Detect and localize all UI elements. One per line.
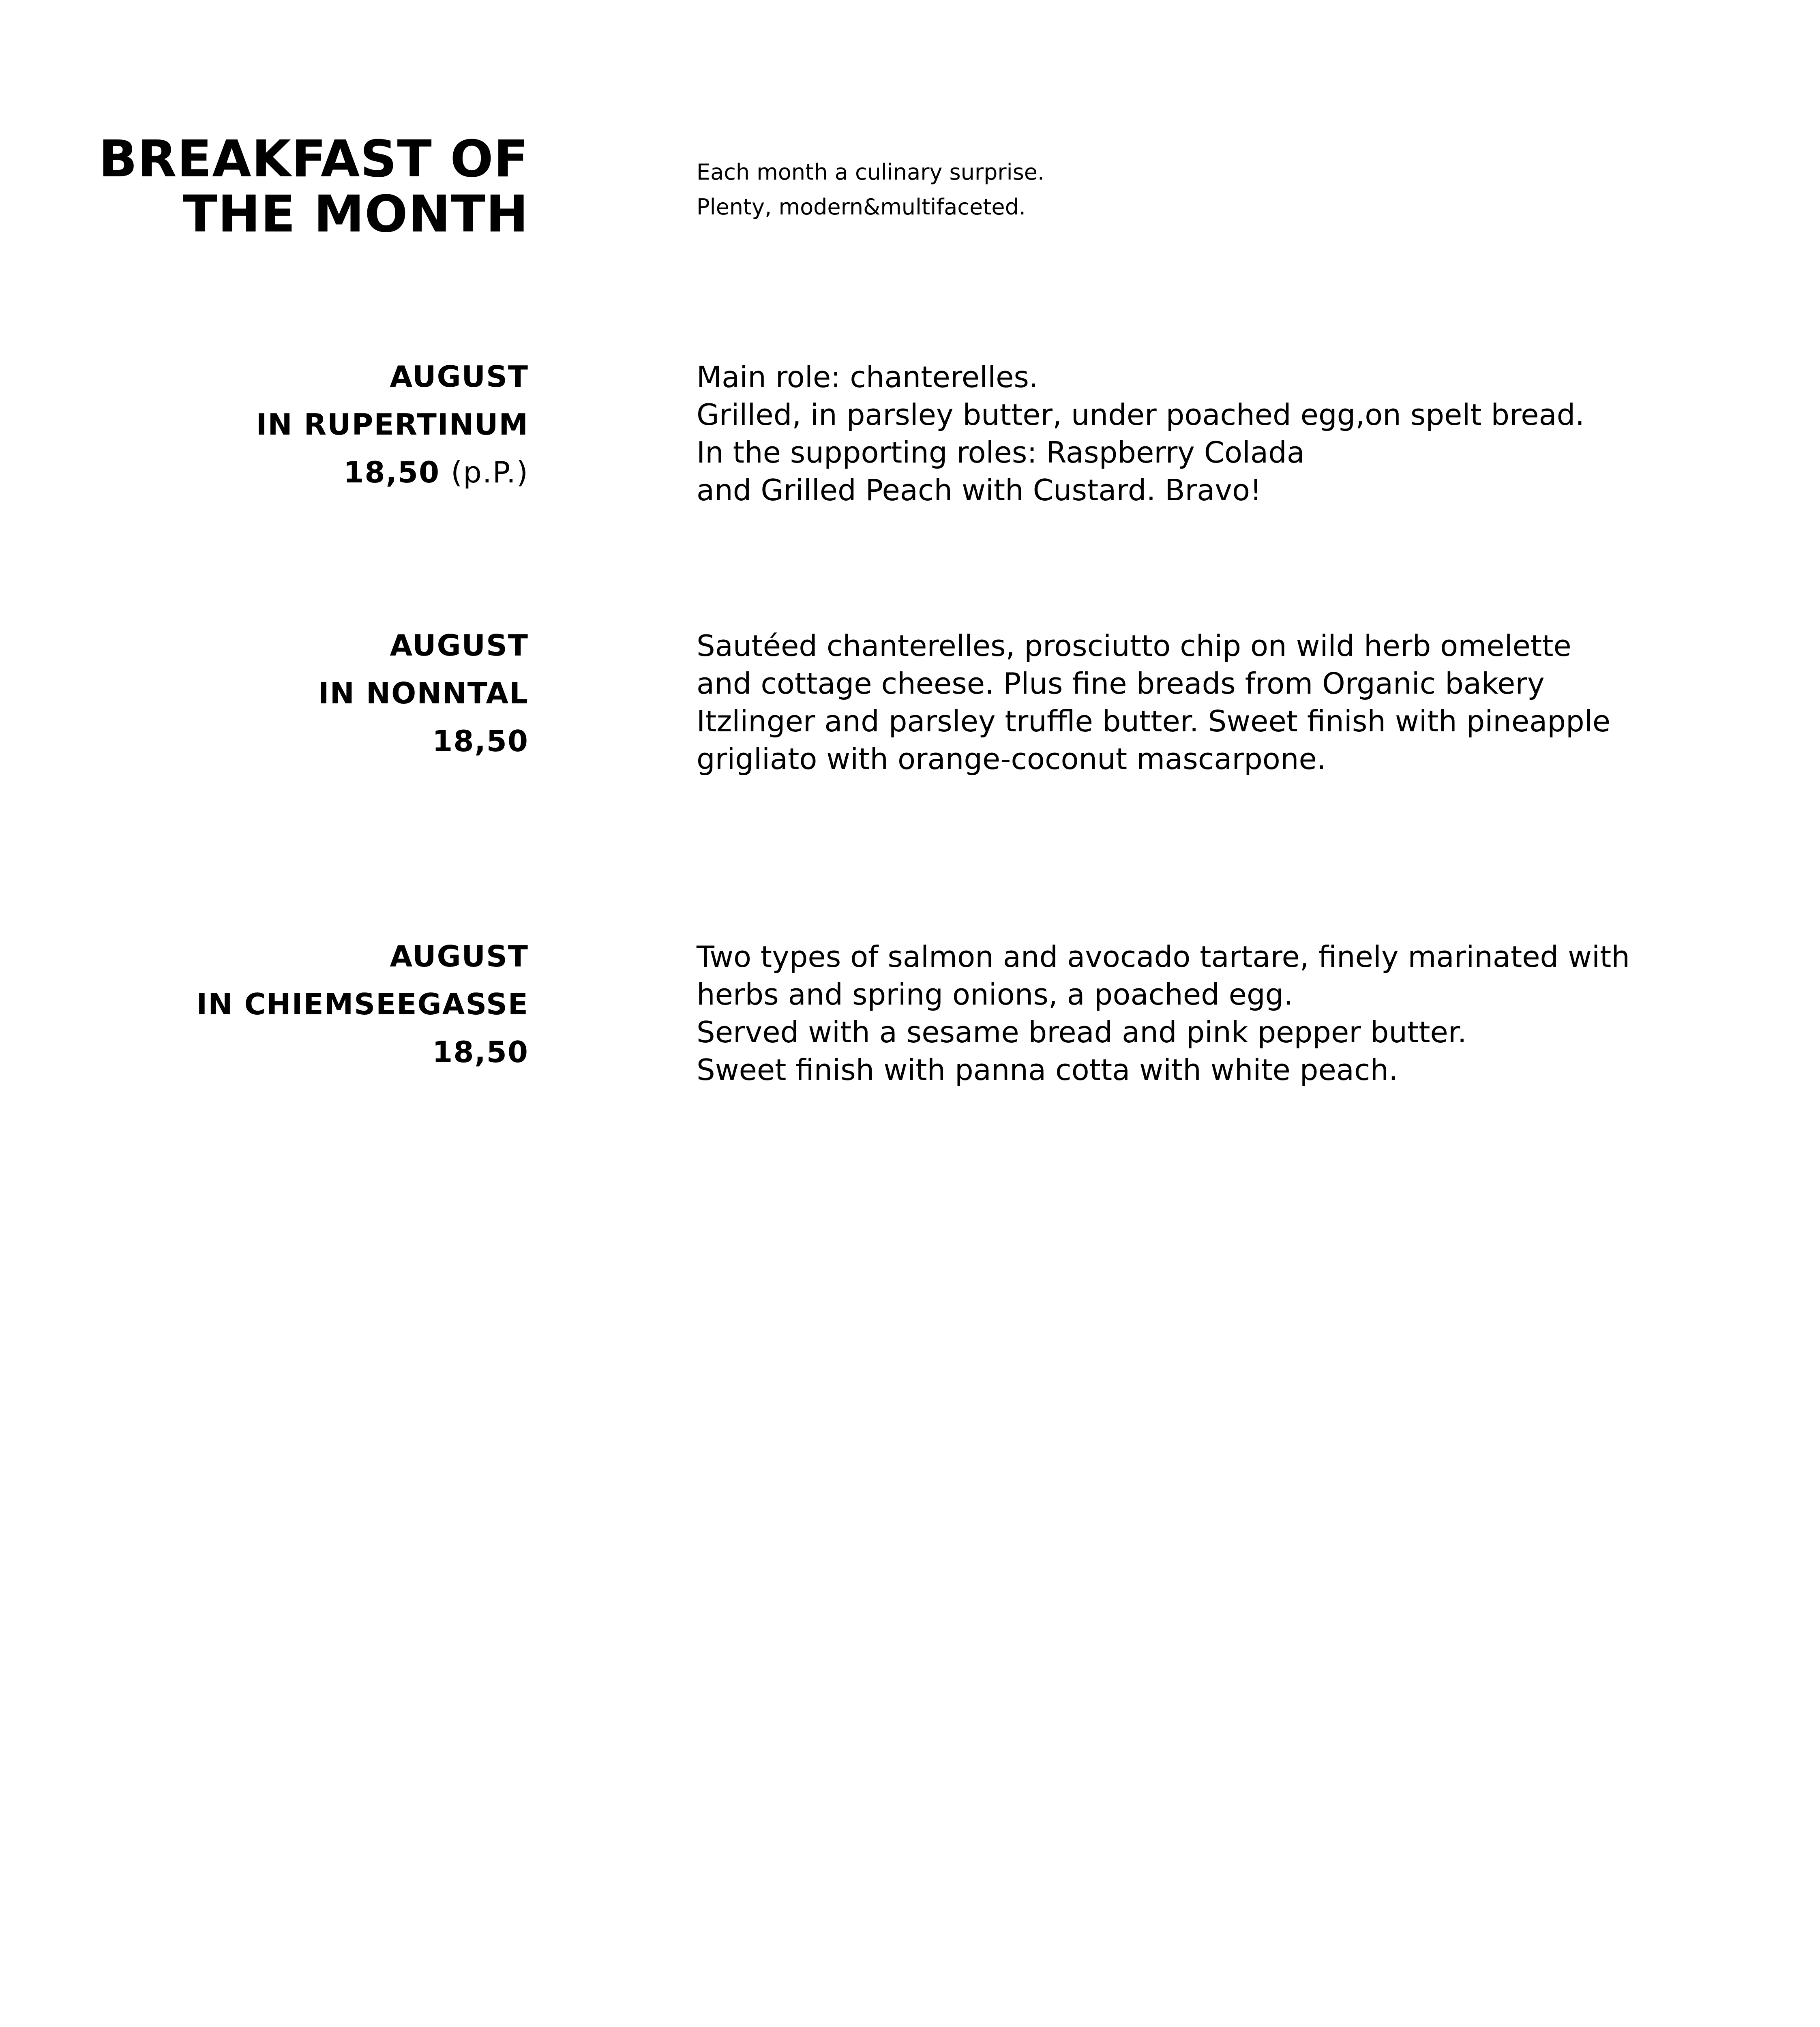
page-title-line-2: THE MONTH xyxy=(183,185,529,244)
description-line: Itzlinger and parsley truffle butter. Sweet finish with pineapple xyxy=(697,704,1611,738)
section-price-note: (p.P.) xyxy=(451,455,529,489)
description-line: Sweet finish with panna cotta with white peach. xyxy=(697,1053,1398,1087)
description-line: and cottage cheese. Plus fine breads from Organic bakery xyxy=(697,666,1545,701)
description-line: herbs and spring onions, a poached egg. xyxy=(697,977,1293,1011)
section-price: 18,50 xyxy=(432,724,529,758)
intro-line-1: Each month a culinary surprise. xyxy=(697,159,1045,185)
section-location: IN NONNTAL xyxy=(318,676,529,710)
description-line: Served with a sesame bread and pink pepper butter. xyxy=(697,1015,1467,1049)
section-month: AUGUST xyxy=(390,628,529,662)
section-price: 18,50 xyxy=(432,1035,529,1069)
section-nonntal-description xyxy=(697,627,1610,778)
intro-text xyxy=(697,155,1044,225)
section-price-row xyxy=(256,448,529,496)
description-line: Main role: chanterelles. xyxy=(697,360,1038,394)
section-month: AUGUST xyxy=(390,939,529,973)
description-line: grigliato with orange-coconut mascarpone. xyxy=(697,742,1326,776)
section-location: IN CHIEMSEEGASSE xyxy=(196,987,529,1021)
page-title xyxy=(99,132,529,242)
section-chiemseegasse-description xyxy=(697,938,1630,1089)
intro-line-2: Plenty, modern&multifaceted. xyxy=(697,194,1026,220)
page-title-line-1: BREAKFAST OF xyxy=(99,130,529,189)
section-location: IN RUPERTINUM xyxy=(256,407,529,441)
section-rupertinum-description xyxy=(697,358,1584,509)
description-line: In the supporting roles: Raspberry Colada xyxy=(697,435,1305,469)
section-chiemseegasse-label xyxy=(196,932,529,1076)
section-price: 18,50 xyxy=(343,455,440,489)
section-rupertinum-label xyxy=(256,353,529,496)
description-line: and Grilled Peach with Custard. Bravo! xyxy=(697,473,1262,507)
description-line: Two types of salmon and avocado tartare, finely marinated with xyxy=(697,940,1630,974)
section-nonntal-label xyxy=(318,621,529,765)
description-line: Sautéed chanterelles, prosciutto chip on wild herb omelette xyxy=(697,629,1571,663)
section-month: AUGUST xyxy=(390,360,529,394)
description-line: Grilled, in parsley butter, under poached egg,on spelt bread. xyxy=(697,398,1585,432)
